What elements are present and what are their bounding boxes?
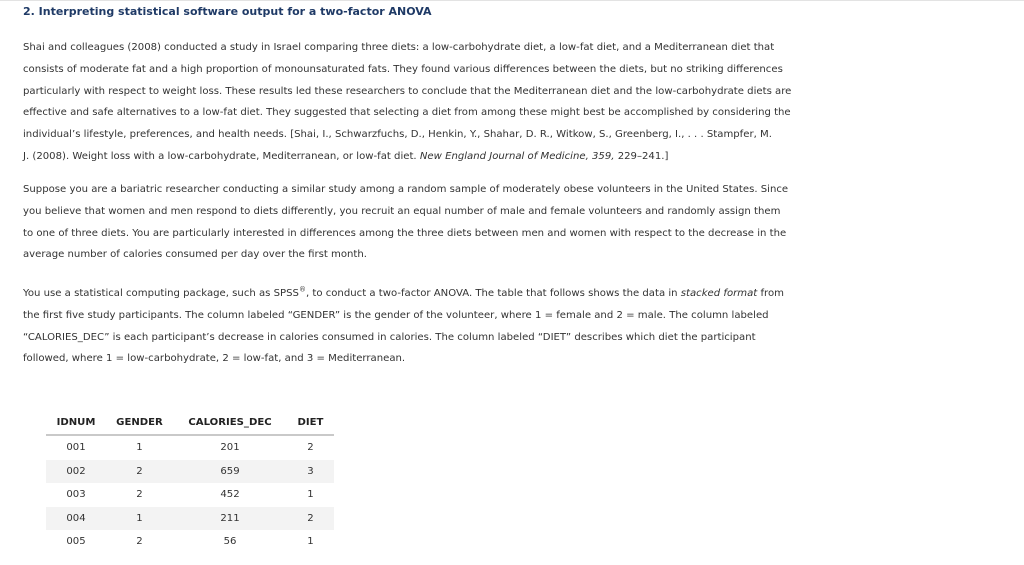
table-row [46,507,334,531]
table-cell: 1 [307,536,314,548]
citation-text: J. (2008). Weight loss with a low-carbohydrate, Mediterranean, or low-fat diet. [23,150,420,162]
paragraph-line: individual’s lifestyle, preferences, and health needs. [Shai, I., Schwarzfuchs, D., Henkin, Y., Shahar, D. R., Witkow, S., Greenberg, I., . . . Stampfer, M. [23,129,772,141]
journal-name: New England Journal of Medicine, 359, [419,150,615,162]
scenario-paragraph [23,179,861,266]
table-cell: 005 [66,536,86,548]
table-cell: 201 [220,442,240,454]
column-header-diet: DIET [287,410,334,435]
table-cell: 2 [136,489,143,501]
text-run: from [757,288,784,299]
software-paragraph [23,283,861,370]
paragraph-line: Suppose you are a bariatric researcher conducting a similar study among a random sample of moderately obese volunteers in the United States. Since [23,184,789,195]
table-cell: 1 [106,507,173,531]
table-cell: 56 [223,536,237,548]
table-row [46,460,334,484]
citation-pages: 229–241.] [614,150,669,162]
citation-line [23,146,861,168]
table-cell: 1 [136,442,143,454]
participant-data-table [46,410,334,554]
table-cell: 2 [136,536,143,548]
column-header-idnum: IDNUM [46,410,106,435]
table-row [46,435,334,460]
paragraph-line: to one of three diets. You are particularly interested in differences among the three diets between men and women with respect to the decrease in the [23,227,787,239]
table-cell: 2 [307,442,314,454]
paragraph-line: average number of calories consumed per day over the first month. [23,249,367,261]
registered-mark: ® [298,285,306,294]
paragraph-line: “CALORIES_DEC” is each participant’s decrease in calories consumed in calories. The column labeled “DIET” describes which diet the participant [23,331,756,343]
paragraph-line: followed, where 1 = low-carbohydrate, 2 = low-fat, and 3 = Mediterranean. [23,353,406,365]
paragraph-line: you believe that women and men respond to diets differently, you recruit an equal number of male and female volunteers and randomly assign them [23,205,781,217]
table-row [46,530,334,554]
intro-paragraph [23,37,861,168]
paragraph-line: particularly with respect to weight loss. These results led these researchers to conclude that the Mediterranean diet and the low-carbohydrate diets are [23,85,792,97]
column-header-calories-dec: CALORIES_DEC [173,410,287,435]
paragraph-line [23,283,861,305]
table-cell: 3 [287,460,334,484]
table-cell: 211 [173,507,287,531]
table-cell: 004 [46,507,106,531]
paragraph-line: effective and safe alternatives to a low-fat diet. They suggested that selecting a diet from among these might best be accomplished by considering the [23,107,791,119]
table-cell: 002 [46,460,106,484]
table-cell: 001 [66,442,86,454]
column-header-gender: GENDER [106,410,173,435]
table-cell: 659 [173,460,287,484]
top-divider [0,0,1024,1]
question-title: 2. Interpreting statistical software output for a two-factor ANOVA [23,5,432,18]
text-run: You use a statistical computing package, such as SPSS [23,288,299,299]
paragraph-line: Shai and colleagues (2008) conducted a study in Israel comparing three diets: a low-carbohydrate diet, a low-fat diet, and a Mediterranean diet that [23,42,775,53]
table-cell: 2 [287,507,334,531]
stacked-format-term: stacked format [680,288,758,299]
table-cell: 1 [307,489,314,501]
paragraph-line: consists of moderate fat and a high proportion of monounsaturated fats. They found various differences between the diets, but no striking differences [23,63,783,75]
table-cell: 003 [66,489,86,501]
table-row [46,483,334,507]
text-run: , to conduct a two-factor ANOVA. The table that follows shows the data in [305,288,681,299]
table-cell: 452 [220,489,240,501]
paragraph-line: the first five study participants. The column labeled “GENDER” is the gender of the volunteer, where 1 = female and 2 = male. The column labeled [23,309,769,321]
table-cell: 2 [106,460,173,484]
table-header-row [46,410,334,435]
